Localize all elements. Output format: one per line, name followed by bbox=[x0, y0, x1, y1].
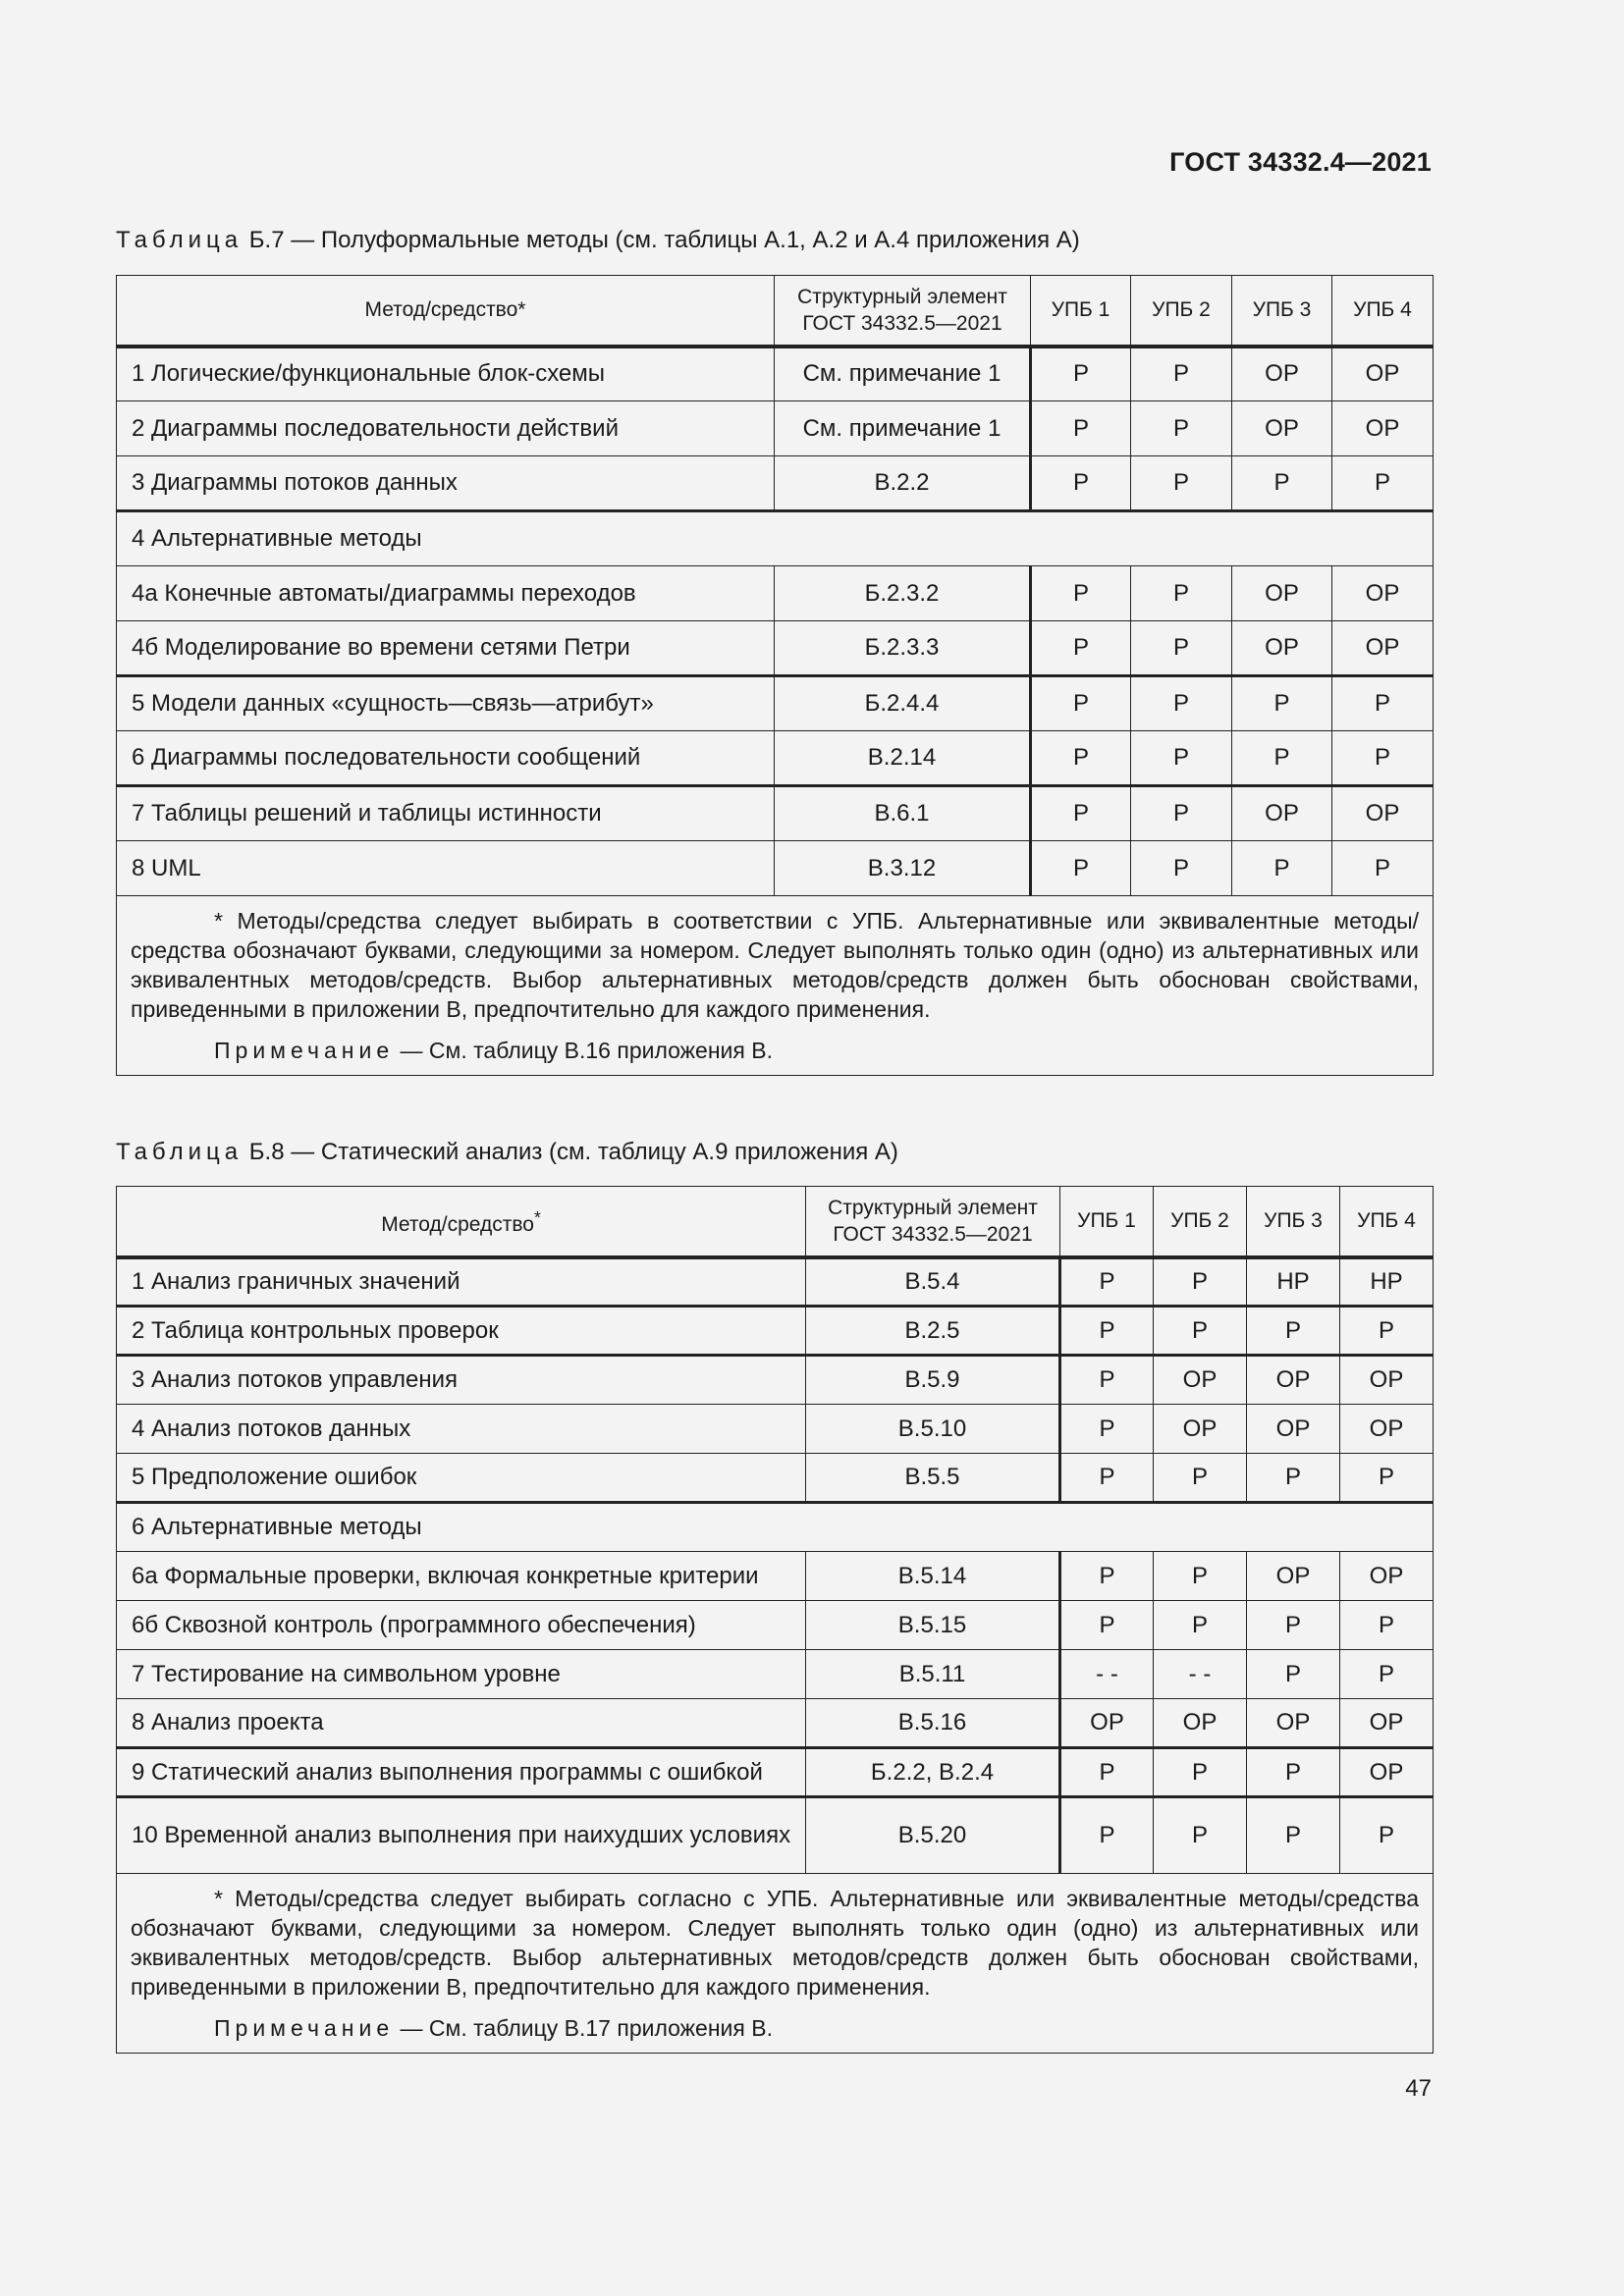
upb4-cell: ОР bbox=[1332, 401, 1434, 456]
upb4-cell: Р bbox=[1340, 1307, 1434, 1356]
upb1-cell: Р bbox=[1031, 731, 1131, 786]
header-upb1: УПБ 1 bbox=[1060, 1187, 1154, 1257]
table-b7-caption bbox=[116, 227, 1080, 254]
upb4-cell: ОР bbox=[1340, 1699, 1434, 1748]
method-cell: 6 Диаграммы последовательности сообщений bbox=[117, 731, 775, 786]
method-cell: 7 Тестирование на символьном уровне bbox=[117, 1650, 806, 1699]
element-cell: В.5.14 bbox=[806, 1552, 1060, 1601]
table-row bbox=[117, 1650, 1434, 1699]
element-cell: В.5.16 bbox=[806, 1699, 1060, 1748]
upb4-cell: ОР bbox=[1332, 566, 1434, 621]
note-text: — См. таблицу В.16 приложения В. bbox=[394, 1038, 773, 1063]
method-cell: 1 Логические/функциональные блок-схемы bbox=[117, 347, 775, 401]
table-row bbox=[117, 1601, 1434, 1650]
header-upb4: УПБ 4 bbox=[1340, 1187, 1434, 1257]
element-cell: См. примечание 1 bbox=[775, 401, 1031, 456]
table-row bbox=[117, 841, 1434, 896]
upb4-cell: Р bbox=[1332, 731, 1434, 786]
upb1-cell: Р bbox=[1031, 347, 1131, 401]
upb4-cell: Р bbox=[1332, 676, 1434, 731]
table-row bbox=[117, 1699, 1434, 1748]
table-b8-caption-word: Таблица bbox=[116, 1139, 244, 1165]
upb2-cell: ОР bbox=[1154, 1405, 1247, 1454]
upb1-cell: ОР bbox=[1060, 1699, 1154, 1748]
element-cell: В.5.15 bbox=[806, 1601, 1060, 1650]
table-b8-footnote: * Методы/средства следует выбирать согласно с УПБ. Альтернативные или эквивалентные методы/средства обозначают буквами, следующими за номером. Следует выполнять только один (одно) из альтернативных или эквивалентных методов/средств. Выбор альтернативных методов/средств должен быть обоснован свойствами, приведенными в приложении В, предпочтительно для каждого применения. bbox=[131, 1886, 1419, 2000]
notes-cell bbox=[117, 1874, 1434, 2054]
upb3-cell: Р bbox=[1232, 456, 1332, 511]
table-b8-caption-text: Б.8 — Статический анализ (см. таблицу А.9 приложения А) bbox=[243, 1139, 898, 1165]
method-cell: 5 Предположение ошибок bbox=[117, 1454, 806, 1503]
header-structural-element: Структурный элемент ГОСТ 34332.5—2021 bbox=[806, 1187, 1060, 1257]
method-cell: 1 Анализ граничных значений bbox=[117, 1257, 806, 1307]
upb3-cell: Р bbox=[1247, 1797, 1340, 1874]
upb4-cell: Р bbox=[1340, 1650, 1434, 1699]
upb3-cell: ОР bbox=[1232, 401, 1332, 456]
upb3-cell: Р bbox=[1247, 1748, 1340, 1797]
table-row bbox=[117, 621, 1434, 676]
element-cell: В.5.5 bbox=[806, 1454, 1060, 1503]
upb4-cell: Р bbox=[1340, 1601, 1434, 1650]
table-row bbox=[117, 347, 1434, 401]
table-b8-notes-row bbox=[117, 1874, 1434, 2054]
upb2-cell: Р bbox=[1131, 841, 1232, 896]
header-structural-element: Структурный элемент ГОСТ 34332.5—2021 bbox=[775, 276, 1031, 347]
upb4-cell: ОР bbox=[1332, 786, 1434, 841]
upb2-cell: - - bbox=[1154, 1650, 1247, 1699]
upb2-cell: Р bbox=[1154, 1454, 1247, 1503]
header-method-text: Метод/средство bbox=[381, 1212, 534, 1236]
header-upb2: УПБ 2 bbox=[1154, 1187, 1247, 1257]
upb3-cell: ОР bbox=[1232, 566, 1332, 621]
upb3-cell: ОР bbox=[1247, 1405, 1340, 1454]
element-cell: В.5.4 bbox=[806, 1257, 1060, 1307]
upb1-cell: Р bbox=[1060, 1405, 1154, 1454]
method-cell: 6а Формальные проверки, включая конкретные критерии bbox=[117, 1552, 806, 1601]
method-cell: 4а Конечные автоматы/диаграммы переходов bbox=[117, 566, 775, 621]
method-cell: 5 Модели данных «сущность—связь—атрибут» bbox=[117, 676, 775, 731]
table-row bbox=[117, 786, 1434, 841]
method-cell: 3 Анализ потоков управления bbox=[117, 1356, 806, 1405]
table-row bbox=[117, 566, 1434, 621]
upb3-cell: ОР bbox=[1247, 1552, 1340, 1601]
table-row bbox=[117, 1454, 1434, 1503]
header-upb1: УПБ 1 bbox=[1031, 276, 1131, 347]
element-cell: В.2.5 bbox=[806, 1307, 1060, 1356]
upb1-cell: Р bbox=[1031, 566, 1131, 621]
header-method: Метод/средство* bbox=[117, 276, 775, 347]
upb3-cell: ОР bbox=[1247, 1356, 1340, 1405]
element-cell: В.5.9 bbox=[806, 1356, 1060, 1405]
element-cell: В.2.14 bbox=[775, 731, 1031, 786]
upb1-cell: Р bbox=[1060, 1552, 1154, 1601]
upb1-cell: Р bbox=[1060, 1601, 1154, 1650]
upb3-cell: ОР bbox=[1232, 621, 1332, 676]
element-cell: Б.2.4.4 bbox=[775, 676, 1031, 731]
method-cell: 8 Анализ проекта bbox=[117, 1699, 806, 1748]
upb1-cell: Р bbox=[1060, 1454, 1154, 1503]
table-b8-header-row bbox=[117, 1187, 1434, 1257]
method-cell: 3 Диаграммы потоков данных bbox=[117, 456, 775, 511]
upb1-cell: Р bbox=[1031, 841, 1131, 896]
upb3-cell: Р bbox=[1247, 1601, 1340, 1650]
upb2-cell: Р bbox=[1154, 1748, 1247, 1797]
upb3-cell: НР bbox=[1247, 1257, 1340, 1307]
upb4-cell: ОР bbox=[1340, 1748, 1434, 1797]
upb3-cell: ОР bbox=[1232, 786, 1332, 841]
upb2-cell: Р bbox=[1131, 786, 1232, 841]
header-upb4: УПБ 4 bbox=[1332, 276, 1434, 347]
element-cell: В.2.2 bbox=[775, 456, 1031, 511]
table-row bbox=[117, 401, 1434, 456]
method-cell: 2 Диаграммы последовательности действий bbox=[117, 401, 775, 456]
element-cell: В.5.11 bbox=[806, 1650, 1060, 1699]
upb2-cell: Р bbox=[1154, 1257, 1247, 1307]
upb4-cell: Р bbox=[1332, 841, 1434, 896]
method-cell: 10 Временной анализ выполнения при наихудших условиях bbox=[117, 1797, 806, 1874]
upb2-cell: ОР bbox=[1154, 1356, 1247, 1405]
upb3-cell: ОР bbox=[1247, 1699, 1340, 1748]
upb4-cell: ОР bbox=[1332, 347, 1434, 401]
method-cell: 7 Таблицы решений и таблицы истинности bbox=[117, 786, 775, 841]
upb1-cell: Р bbox=[1060, 1307, 1154, 1356]
header-upb2: УПБ 2 bbox=[1131, 276, 1232, 347]
upb3-cell: Р bbox=[1232, 841, 1332, 896]
document-code: ГОСТ 34332.4—2021 bbox=[1169, 147, 1432, 177]
upb2-cell: Р bbox=[1131, 347, 1232, 401]
element-cell: В.5.10 bbox=[806, 1405, 1060, 1454]
table-row bbox=[117, 456, 1434, 511]
note-text: — См. таблицу В.17 приложения В. bbox=[394, 2015, 773, 2041]
upb1-cell: Р bbox=[1031, 621, 1131, 676]
table-row bbox=[117, 731, 1434, 786]
upb2-cell: Р bbox=[1131, 456, 1232, 511]
upb1-cell: - - bbox=[1060, 1650, 1154, 1699]
header-method bbox=[117, 1187, 806, 1257]
upb3-cell: Р bbox=[1232, 676, 1332, 731]
page-number: 47 bbox=[1405, 2075, 1432, 2102]
upb2-cell: Р bbox=[1131, 621, 1232, 676]
table-row bbox=[117, 1405, 1434, 1454]
upb4-cell: Р bbox=[1332, 456, 1434, 511]
upb4-cell: ОР bbox=[1340, 1356, 1434, 1405]
method-cell: 8 UML bbox=[117, 841, 775, 896]
method-cell: 9 Статический анализ выполнения программы с ошибкой bbox=[117, 1748, 806, 1797]
table-row bbox=[117, 1307, 1434, 1356]
notes-cell bbox=[117, 896, 1434, 1076]
upb1-cell: Р bbox=[1060, 1356, 1154, 1405]
method-cell: 4б Моделирование во времени сетями Петри bbox=[117, 621, 775, 676]
upb1-cell: Р bbox=[1031, 786, 1131, 841]
note-label: Примечание bbox=[214, 2015, 395, 2041]
element-cell: В.5.20 bbox=[806, 1797, 1060, 1874]
upb1-cell: Р bbox=[1031, 676, 1131, 731]
upb1-cell: Р bbox=[1031, 456, 1131, 511]
group-title-cell: 6 Альтернативные методы bbox=[117, 1503, 1434, 1552]
upb2-cell: ОР bbox=[1154, 1699, 1247, 1748]
table-row bbox=[117, 1552, 1434, 1601]
upb2-cell: Р bbox=[1131, 566, 1232, 621]
header-upb3: УПБ 3 bbox=[1247, 1187, 1340, 1257]
element-cell: Б.2.3.3 bbox=[775, 621, 1031, 676]
table-row bbox=[117, 1356, 1434, 1405]
upb1-cell: Р bbox=[1060, 1257, 1154, 1307]
table-row bbox=[117, 1748, 1434, 1797]
upb4-cell: ОР bbox=[1332, 621, 1434, 676]
table-b8 bbox=[116, 1186, 1434, 2054]
table-group-row bbox=[117, 511, 1434, 566]
upb1-cell: Р bbox=[1060, 1748, 1154, 1797]
upb4-cell: Р bbox=[1340, 1454, 1434, 1503]
table-row bbox=[117, 1797, 1434, 1874]
upb1-cell: Р bbox=[1060, 1797, 1154, 1874]
table-b7-note bbox=[214, 1036, 1419, 1065]
upb2-cell: Р bbox=[1131, 676, 1232, 731]
table-b7 bbox=[116, 275, 1434, 1076]
upb4-cell: НР bbox=[1340, 1257, 1434, 1307]
table-row bbox=[117, 676, 1434, 731]
table-b8-note bbox=[214, 2013, 1419, 2043]
table-b7-header-row bbox=[117, 276, 1434, 347]
element-cell: См. примечание 1 bbox=[775, 347, 1031, 401]
table-b7-notes-row bbox=[117, 896, 1434, 1076]
header-upb3: УПБ 3 bbox=[1232, 276, 1332, 347]
upb3-cell: Р bbox=[1232, 731, 1332, 786]
table-b7-caption-word: Таблица bbox=[116, 227, 244, 253]
table-row bbox=[117, 1257, 1434, 1307]
upb4-cell: ОР bbox=[1340, 1552, 1434, 1601]
header-method-mark: * bbox=[533, 1206, 541, 1227]
method-cell: 4 Анализ потоков данных bbox=[117, 1405, 806, 1454]
upb3-cell: Р bbox=[1247, 1650, 1340, 1699]
table-b7-footnote: * Методы/средства следует выбирать в соответствии с УПБ. Альтернативные или эквивалентные методы/средства обозначают буквами, следующими за номером. Следует выполнять только один (одно) из альтернативных или эквивалентных методов/средств. Выбор альтернативных методов/средств должен быть обоснован свойствами, приведенными в приложении В, предпочтительно для каждого применения. bbox=[131, 908, 1419, 1022]
method-cell: 2 Таблица контрольных проверок bbox=[117, 1307, 806, 1356]
table-b7-caption-text: Б.7 — Полуформальные методы (см. таблицы А.1, А.2 и А.4 приложения А) bbox=[243, 227, 1080, 253]
upb3-cell: Р bbox=[1247, 1307, 1340, 1356]
element-cell: Б.2.2, В.2.4 bbox=[806, 1748, 1060, 1797]
upb1-cell: Р bbox=[1031, 401, 1131, 456]
table-group-row bbox=[117, 1503, 1434, 1552]
note-label: Примечание bbox=[214, 1038, 395, 1063]
element-cell: Б.2.3.2 bbox=[775, 566, 1031, 621]
upb2-cell: Р bbox=[1131, 401, 1232, 456]
upb4-cell: Р bbox=[1340, 1797, 1434, 1874]
upb2-cell: Р bbox=[1131, 731, 1232, 786]
method-cell: 6б Сквозной контроль (программного обеспечения) bbox=[117, 1601, 806, 1650]
element-cell: В.3.12 bbox=[775, 841, 1031, 896]
group-title-cell: 4 Альтернативные методы bbox=[117, 511, 1434, 566]
upb4-cell: ОР bbox=[1340, 1405, 1434, 1454]
upb2-cell: Р bbox=[1154, 1552, 1247, 1601]
table-b8-caption bbox=[116, 1139, 898, 1166]
upb3-cell: Р bbox=[1247, 1454, 1340, 1503]
upb2-cell: Р bbox=[1154, 1797, 1247, 1874]
upb3-cell: ОР bbox=[1232, 347, 1332, 401]
upb2-cell: Р bbox=[1154, 1601, 1247, 1650]
element-cell: В.6.1 bbox=[775, 786, 1031, 841]
upb2-cell: Р bbox=[1154, 1307, 1247, 1356]
